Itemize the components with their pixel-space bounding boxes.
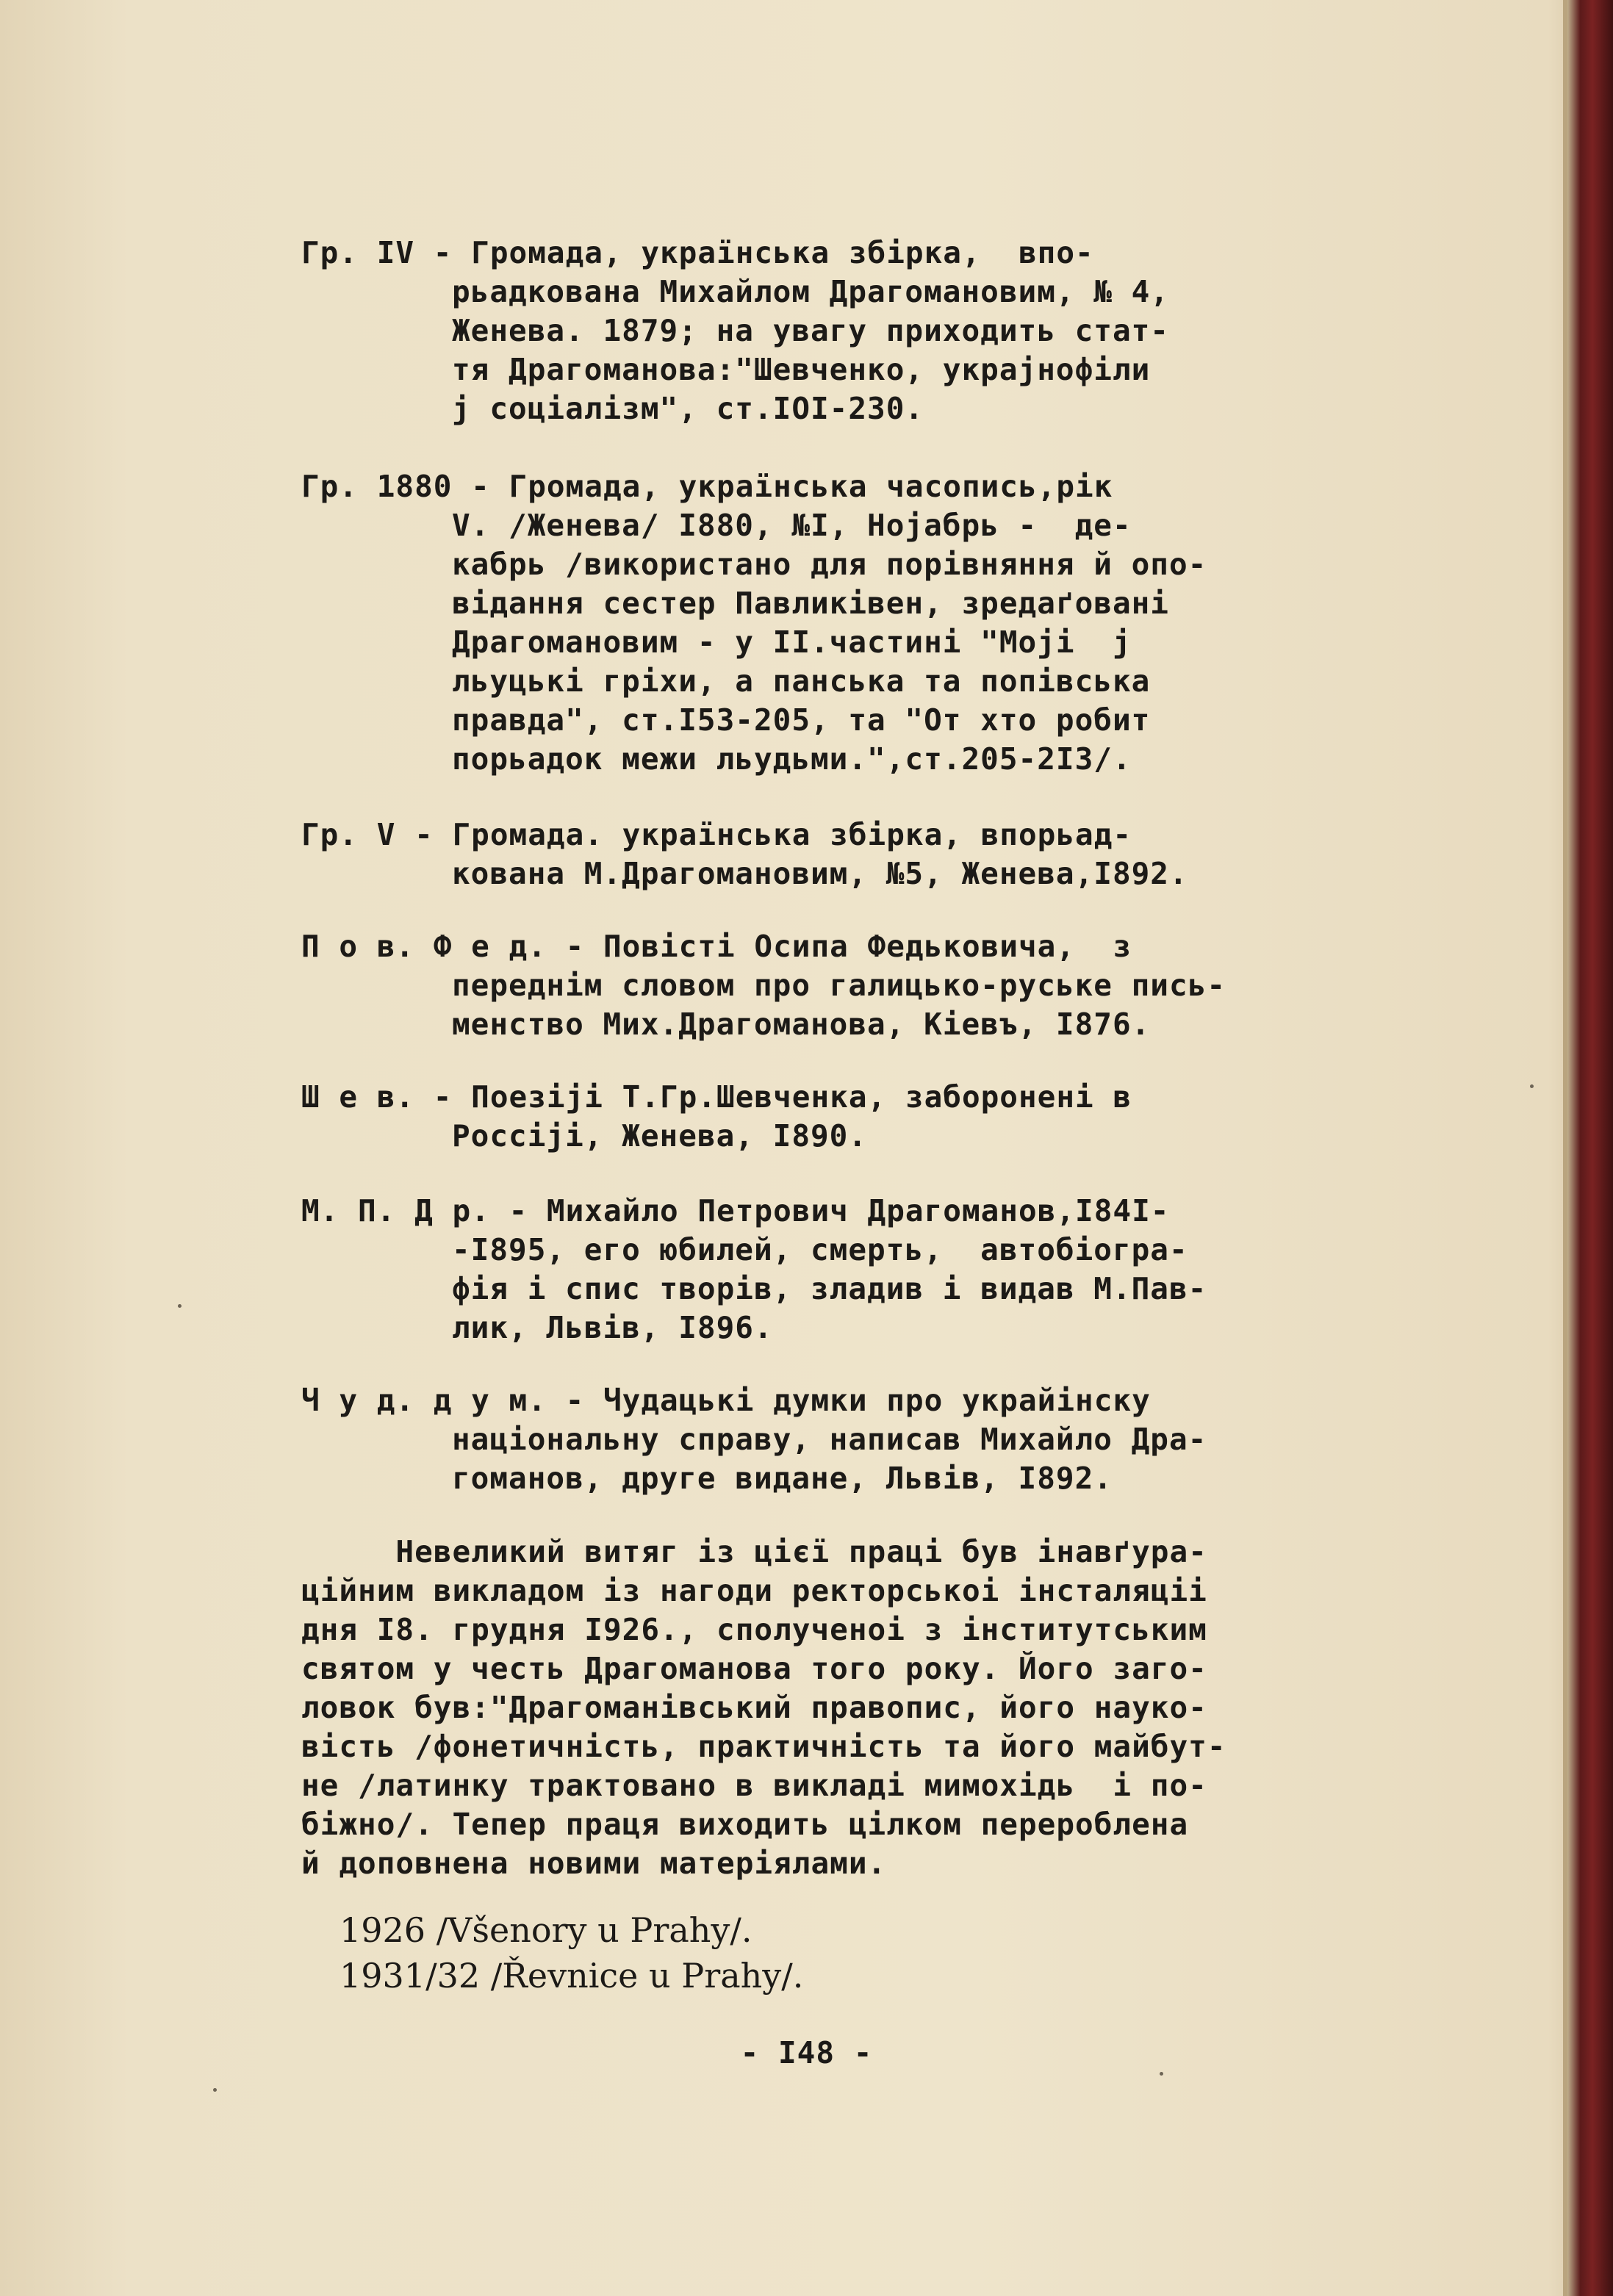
paragraph-line: ловок був:"Драгоманівський правопис, його науко- [301, 1690, 1207, 1725]
paragraph-line: біжно/. Тепер праця виходить цілком перероблена [301, 1807, 1189, 1842]
entry-line: Гр. V - Громада. українська збірка, впорьад- [301, 817, 1132, 852]
entry-line: Драгомановим - у II.частині "Мојі ј [452, 625, 1132, 660]
paragraph-line: Невеликий витяг із цієї праці був інавґура- [301, 1534, 1207, 1569]
entry-line: гоманов, друге видане, Львів, I892. [452, 1461, 1113, 1496]
bibliography-entry-gromada-5 [301, 816, 1426, 893]
closing-paragraph [301, 1533, 1426, 1883]
entry-line: тя Драгоманова:"Шевченко, украјнофіли [452, 352, 1151, 387]
bibliography-entry-shev [301, 1078, 1426, 1156]
entry-line: переднім словом про галицько-руське пись- [452, 968, 1226, 1003]
bibliography-entry-gromada-4 [301, 234, 1426, 428]
entry-line: лик, Львів, I896. [452, 1310, 773, 1345]
entry-line: ј соціалізм", ст.IOI-230. [452, 391, 924, 426]
entry-line: кована М.Драгомановим, №5, Женева,I892. [452, 856, 1188, 891]
entry-line: Гр. IV - Громада, українська збірка, впо- [301, 235, 1094, 270]
bibliography-entry-pov-fed [301, 927, 1426, 1044]
entry-line: Гр. 1880 - Громада, українська часопись,рік [301, 469, 1113, 504]
entry-line: порьадок межи льудьми.",ст.205-2I3/. [452, 741, 1132, 777]
entry-line: П о в. Ф е д. - Повісті Осипа Федьковича, з [301, 929, 1132, 964]
margin-speck [1530, 1084, 1534, 1088]
entry-line: рьадкована Михайлом Драгомановим, № 4, [452, 274, 1169, 309]
paragraph-line: святом у честь Драгоманова того року. Його заго- [301, 1651, 1207, 1686]
handwritten-line: 1926 /Všenory u Prahy/. [340, 1910, 752, 1950]
entry-line: відання сестер Павликівен, зредаґовані [452, 586, 1169, 621]
bibliography-entry-gromada-1880 [301, 467, 1426, 779]
book-binding-edge [1567, 0, 1613, 2296]
entry-line: кабрь /використано для порівняння й опо- [452, 547, 1207, 582]
paragraph-line: й доповнена новими матеріялами. [301, 1846, 887, 1881]
entry-line: Россіјі, Женева, I890. [452, 1118, 868, 1154]
page-number: - I48 - [740, 2035, 873, 2070]
paragraph-line: вість /фонетичність, практичність та його майбут- [301, 1729, 1226, 1764]
entry-line: -I895, его юбилей, смерть, автобіогра- [452, 1232, 1188, 1267]
entry-line: М. П. Д р. - Михайло Петрович Драгоманов,I84I- [301, 1193, 1170, 1228]
margin-speck [1160, 2072, 1163, 2076]
handwritten-line: 1931/32 /Řevnice u Prahy/. [340, 1956, 804, 1995]
entry-line: Ч у д. д у м. - Чудацькі думки про украйінску [301, 1383, 1151, 1418]
entry-line: правда", ст.I53-205, та "От хто робит [452, 702, 1151, 738]
paragraph-line: ційним викладом із нагоди ректорськоі інсталяціі [301, 1573, 1207, 1608]
entry-line: льуцькі гріхи, а панська та попівська [452, 663, 1151, 699]
entry-line: V. /Женева/ I880, №I, Нојабрь - де- [452, 508, 1132, 543]
entry-line: Ш е в. - Поезіјі Т.Гр.Шевченка, заборонені в [301, 1079, 1132, 1115]
entry-line: національну справу, написав Михайло Дра- [452, 1422, 1207, 1457]
entry-line: Женева. 1879; на увагу приходить стат- [452, 313, 1169, 348]
handwritten-dates [340, 1907, 803, 1998]
paragraph-line: дня I8. грудня I926., сполученоі з інститутським [301, 1612, 1207, 1647]
bibliography-entry-chud-dum [301, 1381, 1426, 1498]
entry-line: фія і спис творів, зладив і видав М.Пав- [452, 1271, 1207, 1306]
margin-speck [178, 1304, 182, 1308]
entry-line: менство Мих.Драгоманова, Кіевъ, I876. [452, 1007, 1151, 1042]
bibliography-entry-m-p-dr [301, 1192, 1426, 1347]
paragraph-line: не /латинку трактовано в викладі мимохідь і по- [301, 1768, 1207, 1803]
margin-speck [213, 2088, 217, 2092]
